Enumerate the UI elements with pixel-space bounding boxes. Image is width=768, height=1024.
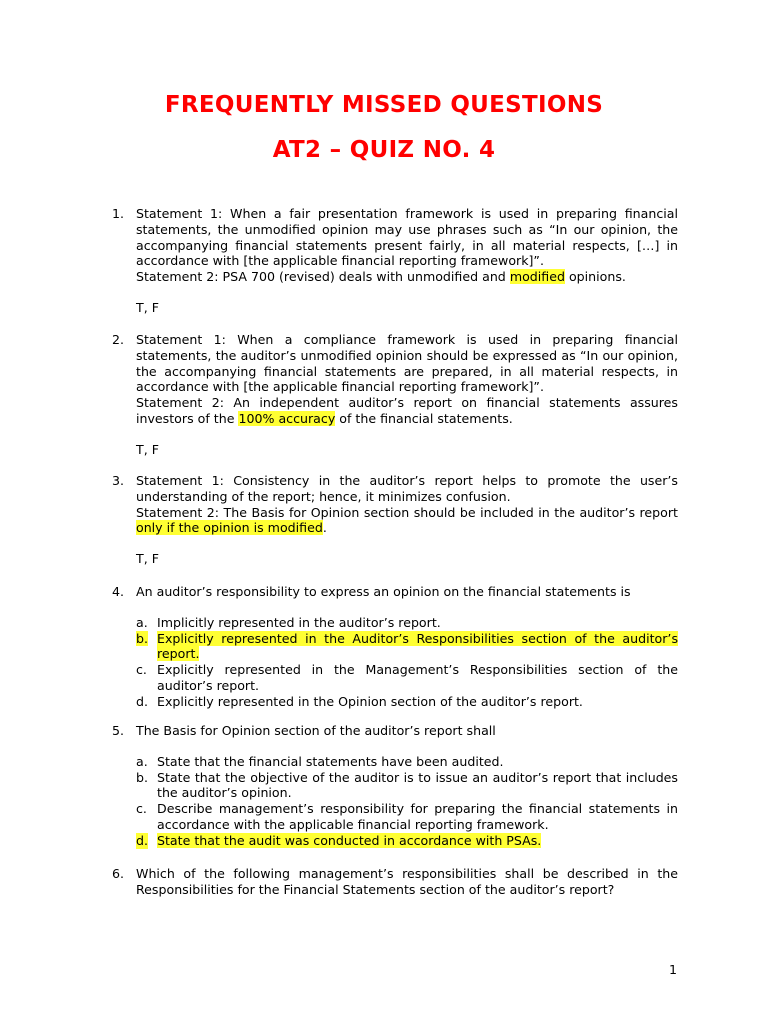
highlighted-answer: Explicitly represented in the Auditor’s Responsibilities section of the auditor’s report. xyxy=(157,630,678,662)
highlighted-answer: 100% accuracy xyxy=(238,410,336,426)
page-number: 1 xyxy=(669,962,678,977)
highlighted-answer: modified xyxy=(509,269,565,285)
question-stem: Which of the following management’s responsibilities shall be described in the Responsibilities for the Financial Statements section of the auditor’s report? xyxy=(136,866,678,897)
question-number: 1. xyxy=(112,206,125,221)
question-stem: An auditor’s responsibility to express an opinion on the financial statements is xyxy=(136,584,631,599)
question-1 xyxy=(112,206,678,316)
option-c: c. Explicitly represented in the Management’s Responsibilities section of the auditor’s report. xyxy=(136,662,678,693)
answer-choices: T, F xyxy=(136,441,159,457)
question-number: 4. xyxy=(112,584,125,599)
question-stem: The Basis for Opinion section of the auditor’s report shall xyxy=(136,723,496,738)
document-title: FREQUENTLY MISSED QUESTIONS xyxy=(164,92,604,118)
highlighted-answer: State that the audit was conducted in accordance with PSAs. xyxy=(157,832,542,848)
question-4 xyxy=(112,584,678,710)
statement-1: Statement 1: When a compliance framework is used in preparing financial statements, the auditor’s unmodified opinion should be expressed as “In our opinion, the accompanying financial statements are prepared, in all material respects, in accordance with [the applicable financial reporting framework]”. xyxy=(136,332,678,395)
question-5 xyxy=(112,723,678,849)
answer-choices: T, F xyxy=(136,551,159,567)
statement-2: Statement 2: The Basis for Opinion section should be included in the auditor’s report only if the opinion is modified. xyxy=(136,504,678,536)
quiz-subtitle: AT2 – QUIZ NO. 4 xyxy=(272,137,496,163)
statement-2: Statement 2: PSA 700 (revised) deals with unmodified and modified opinions. xyxy=(136,269,626,285)
question-number: 5. xyxy=(112,723,125,738)
statement-1: Statement 1: When a fair presentation framework is used in preparing financial statements, the unmodified opinion may use phrases such as “In our opinion, the accompanying financial statements present fairly, in all material respects, […] in accordance with [the applicable financial reporting framework]”. xyxy=(136,206,678,269)
question-2 xyxy=(112,332,678,458)
statement-2: Statement 2: An independent auditor’s report on financial statements assures investors of the 100% accuracy of the financial statements. xyxy=(136,395,678,426)
option-a: a. State that the financial statements have been audited. xyxy=(136,753,504,769)
question-number: 3. xyxy=(112,473,125,488)
question-6 xyxy=(112,866,678,898)
option-b-correct: b. Explicitly represented in the Auditor’s Responsibilities section of the auditor’s report. xyxy=(136,630,678,662)
answer-choices: T, F xyxy=(136,299,159,315)
option-c: c. Describe management’s responsibility for preparing the financial statements in accordance with the applicable financial reporting framework. xyxy=(136,801,678,832)
question-3 xyxy=(112,473,678,567)
question-number: 2. xyxy=(112,332,125,347)
statement-1: Statement 1: Consistency in the auditor’s report helps to promote the user’s understanding of the report; hence, it minimizes confusion. xyxy=(136,473,678,504)
option-d: d. Explicitly represented in the Opinion section of the auditor’s report. xyxy=(136,693,583,709)
highlighted-answer: only if the opinion is modified xyxy=(136,520,323,536)
question-number: 6. xyxy=(112,866,125,881)
option-a: a. Implicitly represented in the auditor’s report. xyxy=(136,614,441,630)
option-b: b. State that the objective of the auditor is to issue an auditor’s report that includes the auditor’s opinion. xyxy=(136,769,678,801)
option-d-correct: d. State that the audit was conducted in accordance with PSAs. xyxy=(136,832,542,848)
